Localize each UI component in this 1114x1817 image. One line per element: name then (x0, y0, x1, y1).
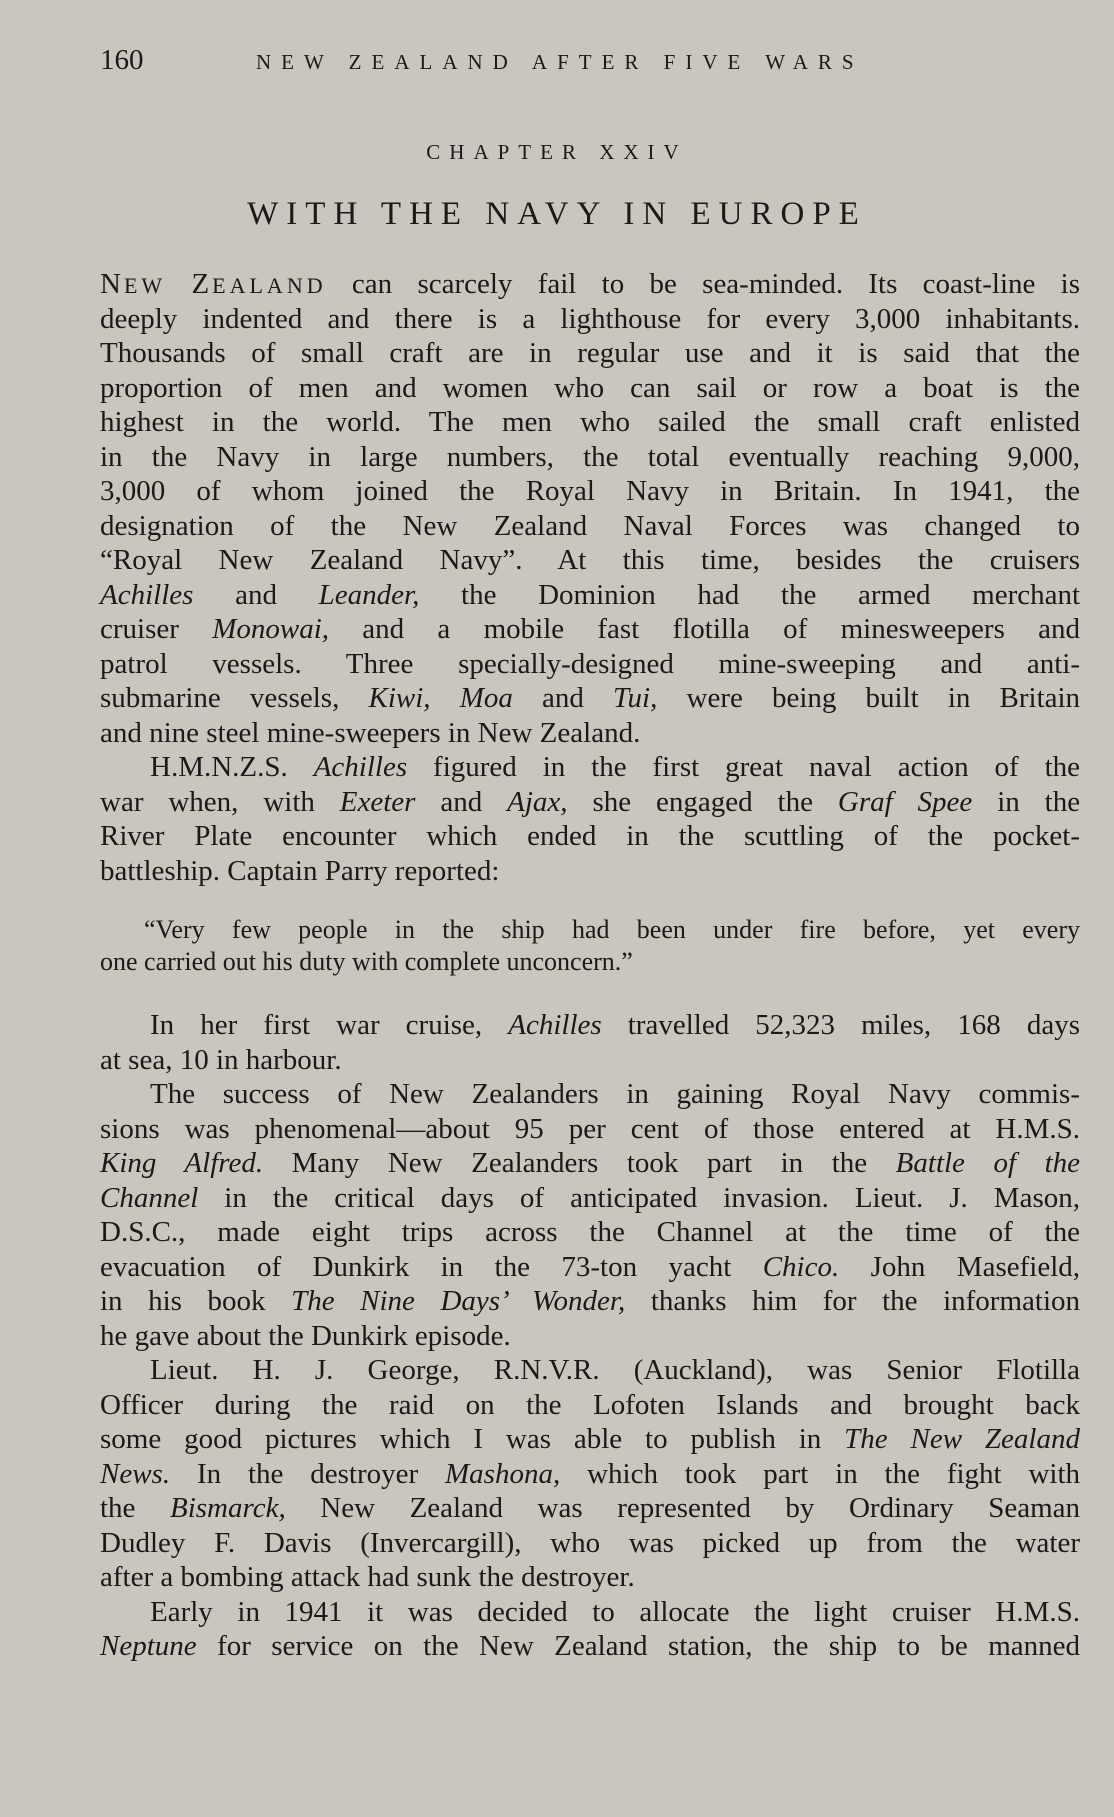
text-line: Dudley F. Davis (Invercargill), who was picked up from the water (100, 1526, 1080, 1559)
text-line: war when, with Exeter and Ajax, she engaged the Graf Spee in the (100, 785, 1081, 818)
paragraph (100, 1008, 1080, 1077)
text-line: The success of New Zealanders in gaining Royal Navy commis- (150, 1078, 1080, 1110)
text-line: Thousands of small craft are in regular use and it is said that the (100, 337, 1080, 369)
text-line: in his book The Nine Days’ Wonder, thanks him for the information (100, 1285, 1081, 1317)
text-line: in the Navy in large numbers, the total eventually reaching 9,000, (100, 440, 1080, 473)
text-line: highest in the world. The men who sailed the small craft enlisted (100, 406, 1080, 438)
paragraph (100, 750, 1080, 888)
text-line: Achilles and Leander, the Dominion had the armed merchant (100, 578, 1081, 611)
text-line: designation of the New Zealand Naval Forces was changed to (100, 509, 1080, 542)
text-line: battleship. Captain Parry reported: (100, 854, 500, 887)
body-text (100, 267, 1080, 1664)
text-line: Channel in the critical days of anticipated invasion. Lieut. J. Mason, (100, 1181, 1080, 1214)
text-line: River Plate encounter which ended in the scuttling of the pocket- (100, 820, 1080, 852)
paragraph (100, 1595, 1080, 1664)
text-line: Lieut. H. J. George, R.N.V.R. (Auckland), was Senior Flotilla (150, 1354, 1080, 1386)
text-line: some good pictures which I was able to publish in The New Zealand (100, 1423, 1080, 1455)
text-line: the Bismarck, New Zealand was represented by Ordinary Seaman (100, 1492, 1081, 1524)
chapter-label: CHAPTER XXIV (426, 140, 688, 164)
text-line: at sea, 10 in harbour. (100, 1043, 342, 1076)
chapter-title: WITH THE NAVY IN EUROPE (247, 196, 867, 232)
block-quote (100, 914, 1080, 978)
text-line: sions was phenomenal—about 95 per cent of those entered at H.M.S. (100, 1112, 1080, 1145)
text-line: King Alfred. Many New Zealanders took part in the Battle of the (100, 1147, 1080, 1179)
text-line: H.M.N.Z.S. Achilles figured in the first great naval action of the (150, 751, 1081, 783)
page-header (100, 44, 1080, 84)
text-line: Neptune for service on the New Zealand station, the ship to be manned (100, 1630, 1080, 1662)
text-line: one carried out his duty with complete unconcern.” (100, 947, 633, 976)
text-line: cruiser Monowai, and a mobile fast flotilla of minesweepers and (100, 613, 1080, 645)
text-line: In her first war cruise, Achilles travelled 52,323 miles, 168 days (150, 1009, 1080, 1041)
text-line: evacuation of Dunkirk in the 73-ton yacht Chico. John Masefield, (100, 1250, 1081, 1283)
paragraph (100, 267, 1080, 750)
text-line: Early in 1941 it was decided to allocate the light cruiser H.M.S. (150, 1595, 1080, 1628)
text-line: he gave about the Dunkirk episode. (100, 1319, 511, 1352)
text-line: submarine vessels, Kiwi, Moa and Tui, were being built in Britain (100, 682, 1081, 714)
text-line: “Royal New Zealand Navy”. At this time, besides the cruisers (100, 544, 1080, 576)
paragraph (100, 1077, 1080, 1353)
text-line: after a bombing attack had sunk the destroyer. (100, 1561, 635, 1593)
paragraph (100, 1353, 1080, 1595)
text-line: proportion of men and women who can sail or row a boat is the (100, 371, 1080, 404)
text-line: Officer during the raid on the Lofoten Islands and brought back (100, 1388, 1080, 1421)
text-line: deeply indented and there is a lighthouse for every 3,000 inhabitants. (100, 302, 1080, 335)
page-number: 160 (100, 44, 144, 76)
text-line: D.S.C., made eight trips across the Channel at the time of the (100, 1216, 1080, 1248)
text-line: 3,000 of whom joined the Royal Navy in Britain. In 1941, the (100, 475, 1080, 507)
text-line: and nine steel mine-sweepers in New Zealand. (100, 716, 641, 749)
text-line: “Very few people in the ship had been under fire before, yet every (144, 915, 1080, 944)
text-line: patrol vessels. Three specially-designed mine-sweeping and anti- (100, 647, 1080, 680)
running-title: NEW ZEALAND AFTER FIVE WARS (256, 50, 864, 74)
text-line: NEW ZEALAND can scarcely fail to be sea-minded. Its coast-line is (100, 268, 1081, 300)
text-line: News. In the destroyer Mashona, which took part in the fight with (100, 1457, 1081, 1490)
